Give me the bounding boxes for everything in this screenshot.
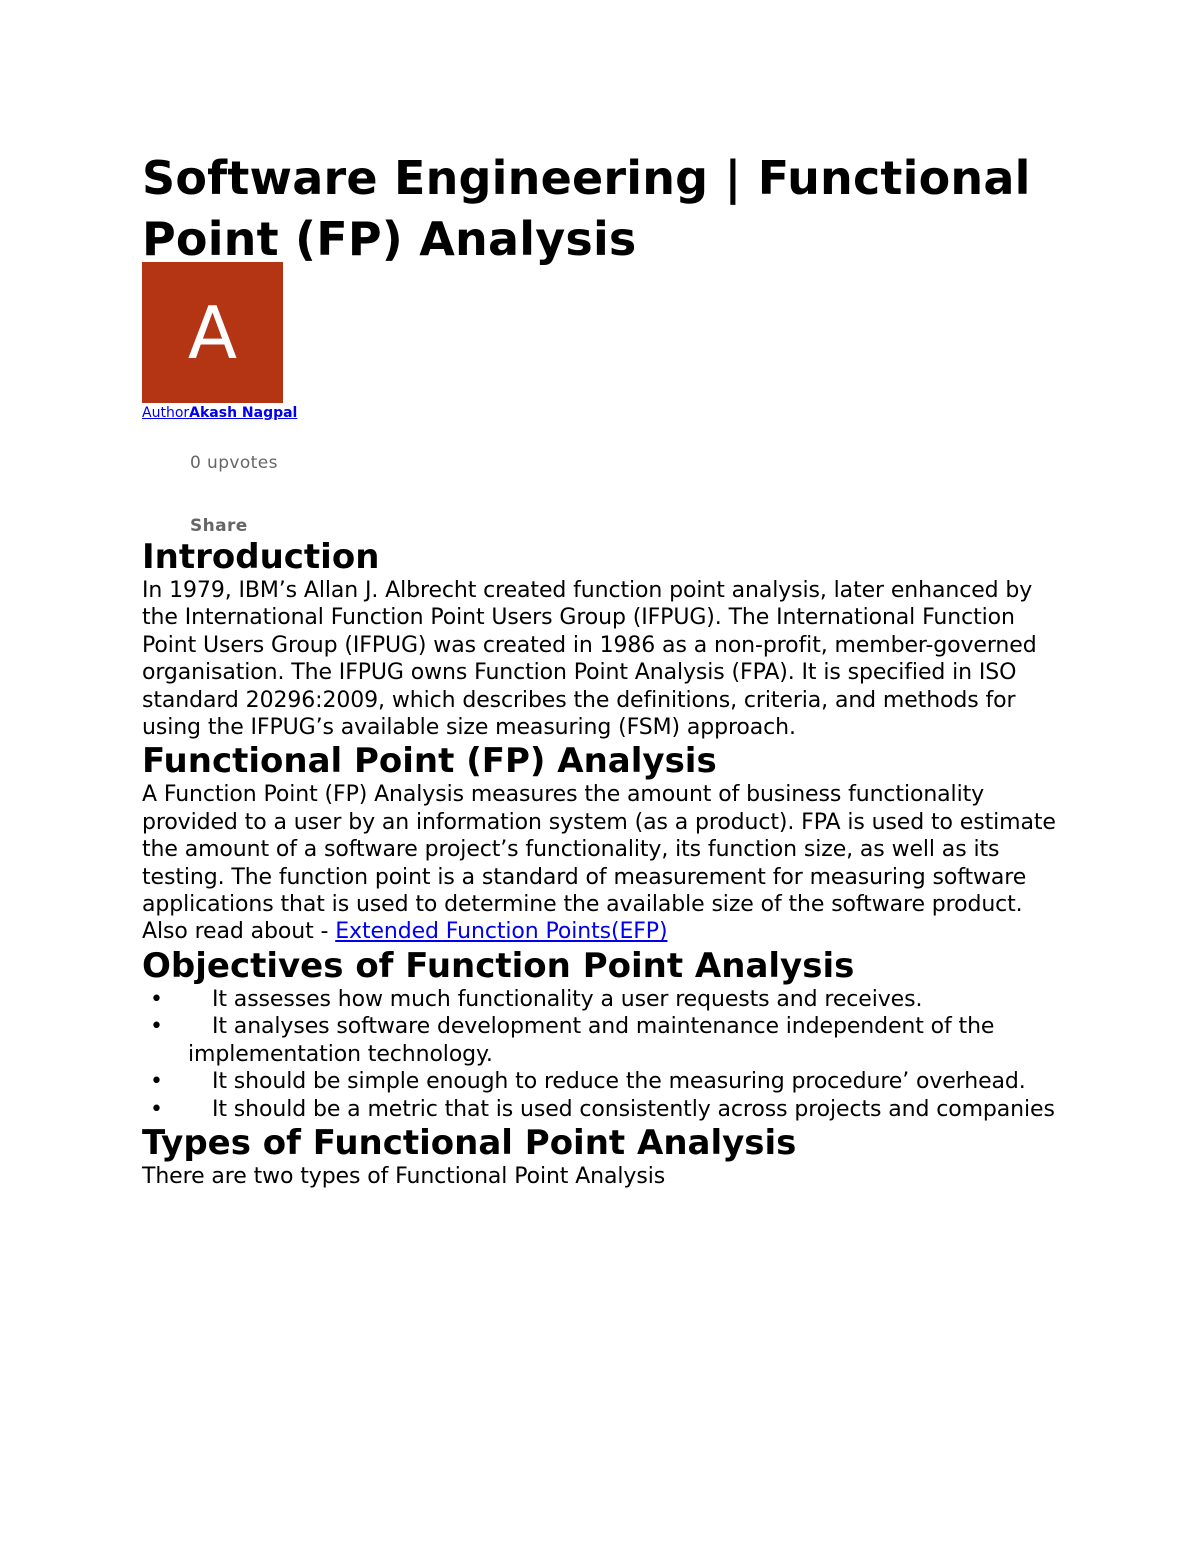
introduction-heading: Introduction <box>142 537 380 577</box>
objectives-heading: Objectives of Function Point Analysis <box>142 945 855 986</box>
objective-text: It should be simple enough to reduce the measuring procedure’ overhead. <box>212 1069 1026 1095</box>
types-heading: Types of Functional Point Analysis <box>142 1122 797 1163</box>
share-button[interactable]: Share <box>190 516 248 536</box>
objective-text: It should be a metric that is used consistently across projects and companies <box>212 1096 1055 1122</box>
page-title: Software Engineering | Functional Point (FP) Analysis <box>142 151 1031 266</box>
avatar-letter: A <box>187 290 238 375</box>
upvotes-count[interactable]: 0 upvotes <box>190 453 278 473</box>
objective-text: It analyses software development and maintenance independent of the implementation technology. <box>188 1014 995 1067</box>
list-item <box>142 986 1072 1013</box>
bullet-icon: • <box>150 1069 163 1095</box>
introduction-body: In 1979, IBM’s Allan J. Albrecht created function point analysis, later enhanced by the International Function Point Users Group (IFPUG). The International Function Point Users Group (IFPUG) was created in 1986 as a non-profit, member-governed organisation. The IFPUG owns Function Point Analysis (FPA). It is specified in ISO standard 20296:2009, which describes the definitions, criteria, and methods for using the IFPUG’s available size measuring (FSM) approach. <box>142 578 1037 741</box>
list-item <box>142 1068 1072 1095</box>
objectives-list <box>142 986 1072 1123</box>
list-item <box>142 1013 1072 1068</box>
fp-analysis-heading: Functional Point (FP) Analysis <box>142 741 717 782</box>
bullet-icon: • <box>150 986 163 1012</box>
objective-text: It assesses how much functionality a user requests and receives. <box>212 986 923 1012</box>
article <box>142 148 1072 1190</box>
also-read-line <box>142 918 1072 945</box>
also-read-prefix: Also read about - <box>142 919 336 945</box>
author-prefix: Author <box>142 405 190 421</box>
extended-function-points-link[interactable]: Extended Function Points(EFP) <box>335 919 668 945</box>
author-name: Akash Nagpal <box>189 405 298 421</box>
types-body: There are two types of Functional Point Analysis <box>142 1163 666 1189</box>
author-avatar[interactable] <box>142 262 283 403</box>
list-item <box>142 1096 1072 1123</box>
bullet-icon: • <box>150 1096 163 1122</box>
bullet-icon: • <box>150 1014 163 1040</box>
fp-analysis-body: A Function Point (FP) Analysis measures the amount of business functionality provided to a user by an information system (as a product). FPA is used to estimate the amount of a software project’s functionality, its function size, as well as its testing. The function point is a standard of measurement for measuring software applications that is used to determine the available size of the software product. <box>142 782 1056 918</box>
author-link[interactable] <box>142 404 1072 422</box>
